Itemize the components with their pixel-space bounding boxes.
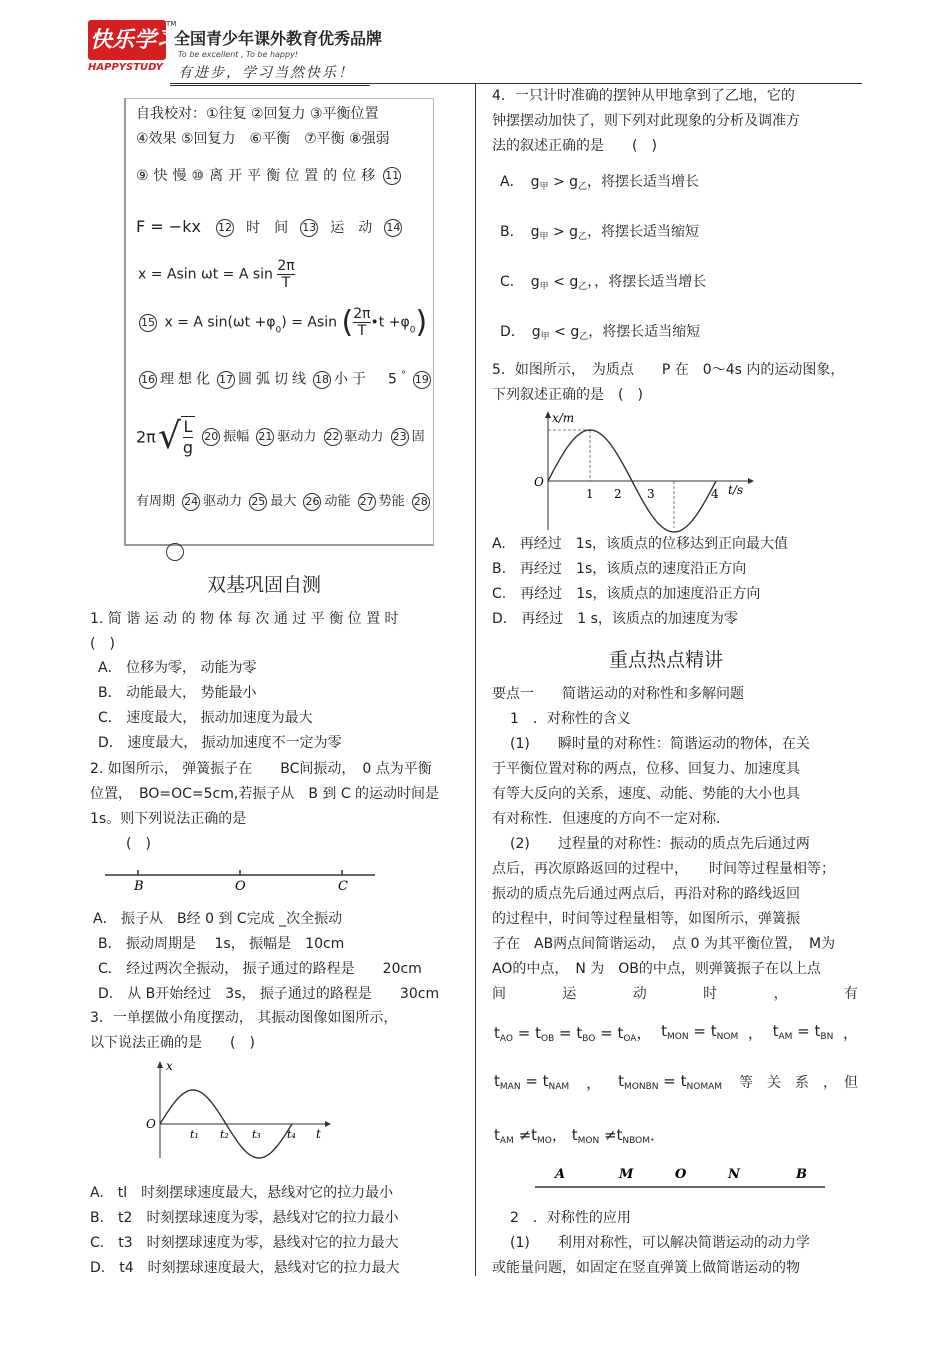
logo-subtext: HAPPYSTUDY (88, 62, 163, 73)
q4-d-g: g (531, 324, 541, 340)
fig-tick-1: 1 (586, 487, 594, 501)
point1-p2-l3: 振动的质点先后通过两点后，再沿对称的路线返回 (492, 886, 800, 902)
answer-kinetic: 动能 (324, 494, 351, 509)
phi-subscript-1: 0 (275, 325, 282, 336)
eq-group-2: $t_{MON} = t_{NOM}$ (661, 1022, 739, 1042)
header-rule-2 (170, 85, 370, 86)
left-paren: ( (341, 305, 354, 340)
fig-label-t: t (316, 1127, 321, 1141)
fig-tick-3: 3 (647, 487, 655, 501)
fig-label-t2: t₂ (220, 1128, 229, 1141)
selfcheck-line-9 (136, 490, 433, 511)
q4-c-yi: 乙 (578, 282, 588, 292)
answer-number-25: 25 (249, 493, 267, 511)
q5-option-c: C. 再经过 1s，该质点的加速度沿正方向 (492, 586, 761, 602)
point1-p1-l1: (1) 瞬时量的对称性：简谐运动的物体，在关 (510, 736, 810, 752)
point1-sub-1: 1 ．对称性的含义 (510, 711, 631, 727)
fig-label-o-2: O (675, 1167, 687, 1182)
time-equality-line-1 (494, 1022, 858, 1044)
column-divider (475, 84, 476, 1276)
answer-driving-force-3: 驱动力 (203, 494, 243, 509)
motto-english: To be excellent , To be happy! (178, 50, 299, 59)
point1-p2-l6: AO的中点， N 为 OB的中点，则弹簧振子在以上点 (492, 961, 821, 977)
time-equality-line-2 (494, 1072, 858, 1093)
q4-a-label: A． (500, 174, 517, 190)
fig-label-b: B (134, 879, 144, 894)
q5-option-b: B. 再经过 1s，该质点的速度沿正方向 (492, 561, 747, 577)
q3-pendulum-graph (140, 1058, 340, 1168)
selfcheck-line-1: 自我校对：①往复 ②回复力 ③平衡位置 (136, 106, 379, 122)
right-paren: ) (415, 305, 428, 340)
q1-option-d: D． 速度最大， 振动加速度不一定为零 (98, 735, 342, 751)
fig-label-b-2: B (796, 1167, 807, 1182)
answer-less-than-5: 小于 5 (334, 371, 401, 388)
point1-p3-l2: 或能量问题，如固定在竖直弹簧上做简谐运动的物 (492, 1260, 800, 1276)
fig-label-m: M (619, 1167, 634, 1182)
spread-word-3: 动 (632, 986, 647, 1002)
spread-word-2: 运 (562, 986, 577, 1002)
q1-option-a: A． 位移为零， 动能为零 (98, 660, 257, 676)
q2-option-a: A． 振子从 B经 0 到 C完成 _次全振动 (93, 911, 343, 927)
q4-d-text: ，将摆长适当缩短 (588, 324, 701, 340)
formula-x-sin: x = A sin(ωt +φ (164, 314, 276, 331)
q4-line-2: 钟摆摆动加快了，则下列对此现象的分析及调准方 (492, 113, 800, 129)
answer-number-22: 22 (324, 428, 342, 446)
answer-motion: 运 动 (330, 220, 373, 236)
q2-line-3: 1s。则下列说法正确的是 (90, 811, 247, 827)
q4-a-yi: 乙 (578, 182, 588, 192)
fig-label-a: A (555, 1167, 566, 1182)
q2-line-1: 2. 如图所示， 弹簧振子在 BC间振动， 0 点为平衡 (90, 761, 432, 777)
point1-p2-l7 (492, 984, 858, 1004)
answer-number-15: 15 (139, 314, 157, 332)
q2-paren: ( ) (126, 836, 151, 852)
fig-label-origin-5: O (534, 475, 544, 489)
point1-p2-l5: 子在 AB两点间简谐运动， 点 0 为其平衡位置， M为 (492, 936, 836, 952)
q2-spring-figure (100, 860, 380, 896)
q4-b-g: g (530, 224, 540, 240)
formula-x-asin: ) = Asin (281, 314, 338, 331)
selfcheck-line-3 (136, 166, 404, 186)
formula-hooke: F = −kx (136, 217, 201, 236)
point1-p2-l4: 的过程中，时间等过程量相等，如图所示，弹簧振 (492, 911, 800, 927)
time-equality-line-3: $t_{AM} \ne t_{MO}$， $t_{MON} \ne t_{NBOM}$． (494, 1126, 666, 1146)
q1-option-b: B． 动能最大， 势能最小 (98, 685, 257, 701)
q1-stem: 1. 简 谐 运 动 的 物 体 每 次 通 过 平 衡 位 置 时 (90, 611, 399, 627)
q3-option-c: C. t3 时刻摆球速度为零，悬线对它的拉力最大 (90, 1235, 399, 1251)
answer-potential: 势能 (378, 494, 405, 509)
point1-p3-l1: (1) 利用对称性，可以解决简谐运动的动力学 (510, 1235, 810, 1251)
q4-option-c (500, 272, 706, 297)
degree-sign: ° (400, 370, 410, 381)
answer-number-24: 24 (182, 493, 200, 511)
q4-c-jia: 甲 (539, 282, 549, 292)
eq-comma-2: ， (842, 1024, 858, 1042)
answer-idealization: 理想化 (160, 371, 214, 388)
formula-displacement-2 (136, 305, 427, 340)
answer-number-16: 16 (139, 371, 157, 389)
q4-b-yi: 乙 (578, 232, 588, 242)
q4-line-1: 4．一只计时准确的摆钟从甲地拿到了乙地，它的 (492, 88, 795, 104)
spread-word-5: ， (773, 986, 788, 1002)
q1-paren: ( ) (90, 636, 115, 652)
q4-option-d (500, 322, 700, 347)
answer-arc-tangent: 圆弧切线 (238, 371, 310, 388)
answer-number-26: 26 (303, 493, 321, 511)
eq-relation-text: 等 关 系 ， 但 (738, 1075, 858, 1091)
sqrt-sign: √ (157, 416, 181, 457)
q4-b-jia: 甲 (539, 232, 549, 242)
fig-label-o: O (235, 879, 246, 894)
q3-option-a: A. tl 时刻摆球速度最大，悬线对它的拉力最小 (90, 1185, 394, 1201)
point1-p1-l3: 有等大反向的关系，速度、动能、势能的大小也具 (492, 786, 800, 802)
selfcheck-line-3-text: ⑨快慢⑩离开平衡位置的位移 (136, 168, 381, 184)
fig-label-x: x (166, 1059, 173, 1073)
q5-line-1: 5．如图所示， 为质点 P 在 0～4s 内的运动图象， (492, 362, 845, 378)
period-formula-2pi: 2π (136, 427, 156, 447)
answer-maximum: 最大 (270, 494, 297, 509)
answer-number-11: 11 (383, 167, 401, 185)
formula-x-part: x = Asin ωt = A sin (138, 266, 273, 283)
q4-a-jia: 甲 (539, 182, 549, 192)
motto-chinese: 有进步，学习当然快乐！ (178, 65, 354, 81)
q4-c-op: < g (553, 274, 579, 290)
answer-number-28: 28 (412, 493, 430, 511)
answer-number-20: 20 (202, 428, 220, 446)
q5-option-d: D. 再经过 1 s，该质点的加速度为零 (492, 611, 738, 627)
eq-group-3: $t_{AM} = t_{BN}$ (772, 1022, 834, 1042)
sqrt-denominator: g (182, 438, 194, 457)
q4-option-a (500, 172, 699, 197)
point1-sub-2: 2 ．对称性的应用 (510, 1210, 631, 1226)
section-title-basics: 双基巩固自测 (207, 574, 322, 596)
fraction-denominator: T (281, 275, 291, 291)
answer-driving-force-2: 驱动力 (344, 429, 384, 445)
selfcheck-line-7 (136, 366, 434, 390)
point1-p1-l4: 有对称性．但速度的方向不一定对称． (492, 811, 730, 827)
eq-comma-3: ， (586, 1074, 602, 1092)
sqrt-numerator: L (183, 417, 193, 436)
eq-group-1: $t_{AO} = t_{OB} = t_{BO} = t_{OA}$， (494, 1024, 652, 1044)
q3-line-2: 以下说法正确的是 ( ) (90, 1035, 255, 1051)
q1-option-c: C． 速度最大， 振动加速度为最大 (98, 710, 313, 726)
q4-d-label: D． (500, 324, 518, 340)
q4-option-b (500, 222, 699, 247)
answer-number-12: 12 (216, 219, 234, 237)
formula-displacement-1 (138, 258, 295, 291)
brand-slogan: 全国青少年课外教育优秀品牌 (174, 29, 383, 48)
fig-tick-2: 2 (614, 487, 622, 501)
answer-number-23: 23 (391, 428, 409, 446)
eq-group-5: $t_{MONBN} = t_{NOMAM}$ (618, 1072, 723, 1092)
selfcheck-line-2: ④效果 ⑤回复力 ⑥平衡 ⑦平衡 ⑧强弱 (136, 131, 390, 147)
spread-word-1: 间 (492, 986, 506, 1002)
q3-option-b: B. t2 时刻摆球速度为零，悬线对它的拉力最小 (90, 1210, 399, 1226)
formula-t-phi: •t +φ (370, 314, 410, 331)
point1-p2-l1: (2) 过程量的对称性：振动的质点先后通过两 (510, 836, 810, 852)
q4-d-yi: 乙 (579, 332, 589, 342)
point1-title: 要点一 简谐运动的对称性和多解问题 (492, 686, 744, 702)
trademark: TM (166, 20, 177, 28)
phi-subscript-2: 0 (409, 325, 416, 336)
answer-number-13: 13 (300, 219, 318, 237)
q3-option-d: D. t4 时刻摆球速度最大，悬线对它的拉力最大 (90, 1260, 400, 1276)
q4-line-3: 法的叙述正确的是 ( ) (492, 138, 657, 154)
fig-label-origin: O (146, 1117, 156, 1131)
fig-label-n: N (728, 1167, 740, 1182)
answer-periodic: 有周期 (136, 494, 176, 509)
q4-d-op: < g (554, 324, 580, 340)
q4-c-text: ，，将摆长适当增长 (587, 274, 707, 290)
q2-option-c: C． 经过两次全振动， 振子通过的路程是 20cm (98, 961, 422, 977)
q5-line-2: 下列叙述正确的是 ( ) (492, 387, 643, 403)
q4-a-text: ，将摆长适当增长 (587, 174, 700, 190)
fig-label-c: C (338, 879, 348, 894)
q4-b-text: ，将摆长适当缩短 (587, 224, 700, 240)
fraction-numerator: 2π (277, 258, 295, 274)
q4-c-label: C． (500, 274, 517, 290)
point1-p2-l2: 点后，再次原路返回的过程中， 时间等过程量相等； (492, 861, 835, 877)
q2-option-d: D． 从 B开始经过 3s， 振子通过的路程是 30cm (98, 986, 440, 1002)
header-rule (170, 83, 862, 84)
answer-number-27: 27 (358, 493, 376, 511)
fraction-numerator-2: 2π (353, 306, 371, 322)
amonb-figure (530, 1160, 830, 1196)
q3-line-1: 3．一单摆做小角度摆动， 其振动图像如图所示， (90, 1010, 398, 1026)
fraction-2pi-over-T-2 (353, 306, 370, 339)
answer-driving-force-1: 驱动力 (277, 429, 317, 445)
answer-number-18: 18 (313, 371, 331, 389)
answer-number-17: 17 (217, 371, 235, 389)
fraction-2pi-over-T (277, 258, 294, 291)
fig-label-t3: t₃ (252, 1128, 261, 1141)
selfcheck-line-4 (136, 215, 405, 240)
answer-number-14: 14 (384, 219, 402, 237)
q4-d-jia: 甲 (540, 332, 550, 342)
answer-amplitude: 振幅 (223, 429, 250, 445)
q4-b-label: B． (500, 224, 517, 240)
empty-circle-marker (166, 543, 184, 561)
q4-a-g: g (530, 174, 540, 190)
answer-fixed: 固 (411, 429, 425, 445)
q4-a-op: > g (552, 174, 579, 190)
fig-label-t4: t₄ (287, 1128, 296, 1141)
q5-motion-graph (528, 408, 758, 533)
fig-label-xm: x/m (552, 411, 575, 425)
fraction-denominator-2: T (357, 323, 367, 339)
q2-line-2: 位置， BO=OC=5cm,若振子从 B 到 C 的运动时间是 (90, 786, 440, 802)
section-title-key-points: 重点热点精讲 (609, 649, 724, 671)
logo-text: 快乐学习 (88, 20, 166, 60)
fig-label-t1: t₁ (190, 1128, 199, 1141)
eq-comma: ， (747, 1024, 763, 1042)
fig-label-ts: t/s (728, 483, 744, 497)
fig-tick-4: 4 (711, 487, 719, 501)
q2-option-b: B． 振动周期是 1s， 振幅是 10cm (98, 936, 345, 952)
answer-number-21: 21 (256, 428, 274, 446)
q5-option-a: A. 再经过 1s，该质点的位移达到正向最大值 (492, 536, 788, 552)
spread-word-4: 时 (703, 986, 718, 1002)
spread-word-6: 有 (843, 986, 858, 1002)
point1-p1-l2: 于平衡位置对称的两点，位移、回复力、加速度具 (492, 761, 800, 777)
eq-group-4: $t_{MAN} = t_{NAM}$ (494, 1072, 570, 1092)
selfcheck-line-8 (136, 414, 425, 460)
answer-time: 时 间 (246, 220, 289, 236)
q4-b-op: > g (552, 224, 579, 240)
sqrt-fraction (181, 416, 195, 458)
answer-number-19: 19 (413, 371, 431, 389)
q4-c-g: g (530, 274, 540, 290)
